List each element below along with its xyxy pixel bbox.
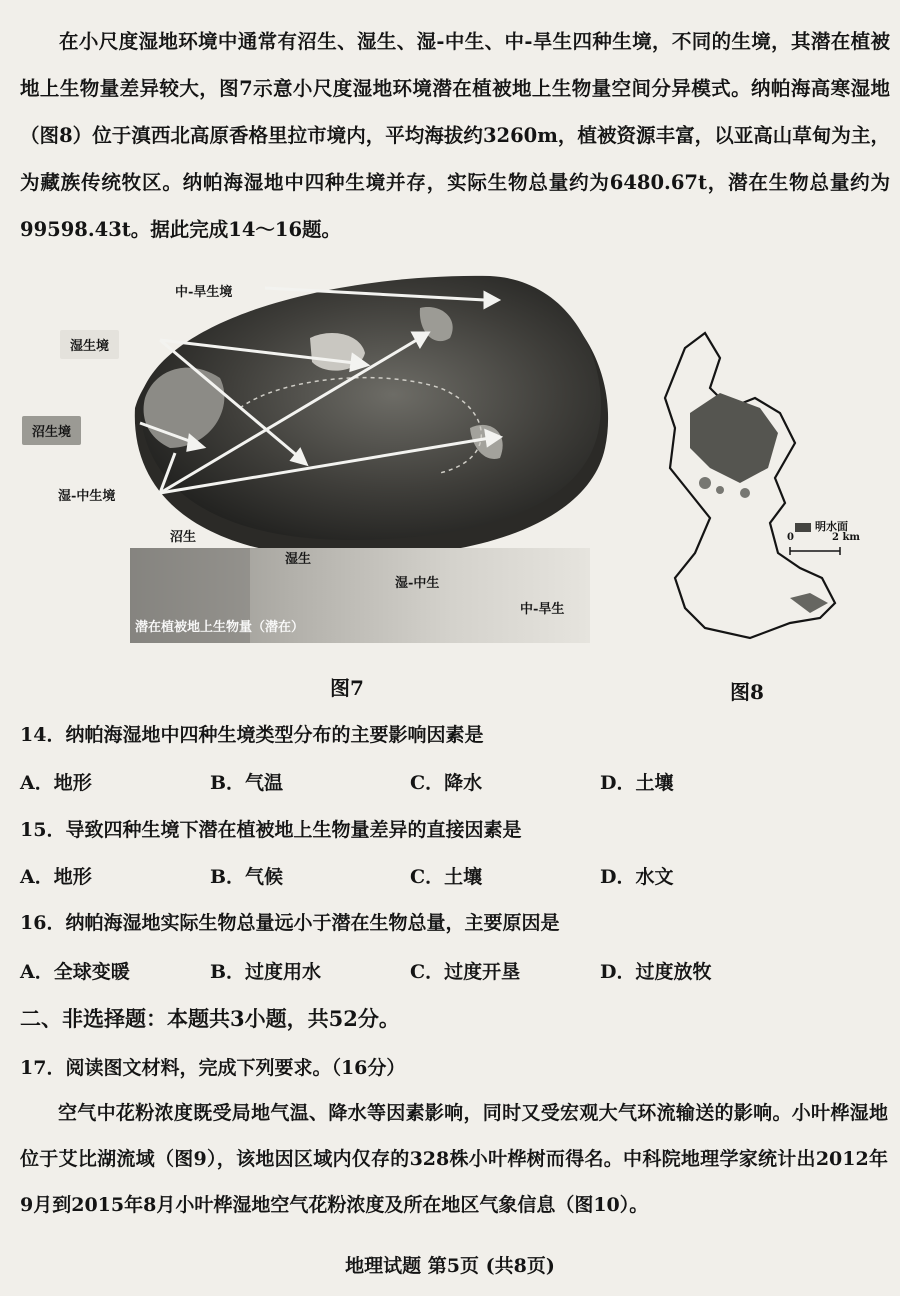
option-d: D．水文 — [600, 866, 674, 888]
option-a: A．地形 — [20, 772, 92, 794]
question-17-stem: 17．阅读图文材料，完成下列要求。（16分） — [20, 1057, 406, 1079]
legend-swatch — [795, 523, 811, 532]
option-c: C．土壤 — [410, 866, 483, 888]
option-b: B．气候 — [210, 866, 284, 888]
question-17-material: 空气中花粉浓度既受局地气温、降水等因素影响，同时又受宏观大气环流输送的影响。小叶桦湿地位于艾比湖流域（图9），该地因区域内仅存的328株小叶桦树而得名。中科院地理学家统计出2012年9月到2015年8月小叶桦湿地空气花粉浓度及所在地区气象信息（图10）。 — [20, 1102, 888, 1216]
bar-label-zhao: 沼生 — [170, 530, 197, 545]
label-shi-habitat: 湿生境 — [60, 330, 119, 359]
bar-label-shi: 湿生 — [285, 552, 312, 567]
scale-start: 0 — [787, 532, 794, 543]
question-16-stem: 16．纳帕海湿地实际生物总量远小于潜在生物总量，主要原因是 — [20, 912, 560, 934]
napahai-map — [650, 318, 890, 678]
question-15-stem: 15．导致四种生境下潜在植被地上生物量差异的直接因素是 — [20, 819, 522, 841]
option-b: B．过度用水 — [210, 961, 322, 983]
figure-8 — [650, 318, 890, 678]
option-b: B．气温 — [210, 772, 284, 794]
option-d: D．过度放牧 — [600, 961, 712, 983]
label-zhao-habitat: 沼生境 — [22, 416, 81, 445]
intro-paragraph: 在小尺度湿地环境中通常有沼生、湿生、湿-中生、中-旱生四种生境，不同的生境，其潜在植被地上生物量差异较大，图7示意小尺度湿地环境潜在植被地上生物量空间分异模式。纳帕海高寒湿地（图8）位于滇西北高原香格里拉市境内，平均海拔约3260m，植被资源丰富，以亚高山草甸为主，为藏族传统牧区。纳帕海湿地中四种生境并存，实际生物总量约为6480.67t，潜在生物总量约为99598.43t。据此完成14～16题。 — [20, 30, 890, 241]
page-footer: 地理试题 第5页 (共8页) — [345, 1255, 555, 1277]
label-zhong-han-habitat: 中-旱生境 — [165, 276, 242, 305]
option-c: C．过度开垦 — [410, 961, 521, 983]
option-c: C．降水 — [410, 772, 483, 794]
figures-row — [0, 258, 900, 708]
basin-boundary — [665, 333, 835, 638]
option-d: D．土壤 — [600, 772, 674, 794]
bar-title: 潜在植被地上生物量（潜在） — [135, 620, 305, 635]
option-a: A．全球变暖 — [20, 961, 130, 983]
legend-label: 明水面 — [815, 520, 848, 533]
option-a: A．地形 — [20, 866, 92, 888]
figure-7-caption: 图7 — [330, 676, 364, 700]
label-shi-zhong-habitat: 湿-中生境 — [48, 480, 125, 509]
question-14-stem: 14．纳帕海湿地中四种生境类型分布的主要影响因素是 — [20, 724, 484, 746]
scale-end: 2 km — [832, 532, 860, 543]
section-2-heading: 二、非选择题：本题共3小题，共52分。 — [20, 1006, 400, 1031]
bar-label-shi-zhong: 湿-中生 — [395, 576, 440, 591]
figure-8-caption: 图8 — [730, 680, 764, 704]
figure-7 — [20, 258, 630, 658]
bar-label-zhong-han: 中-旱生 — [520, 602, 565, 617]
